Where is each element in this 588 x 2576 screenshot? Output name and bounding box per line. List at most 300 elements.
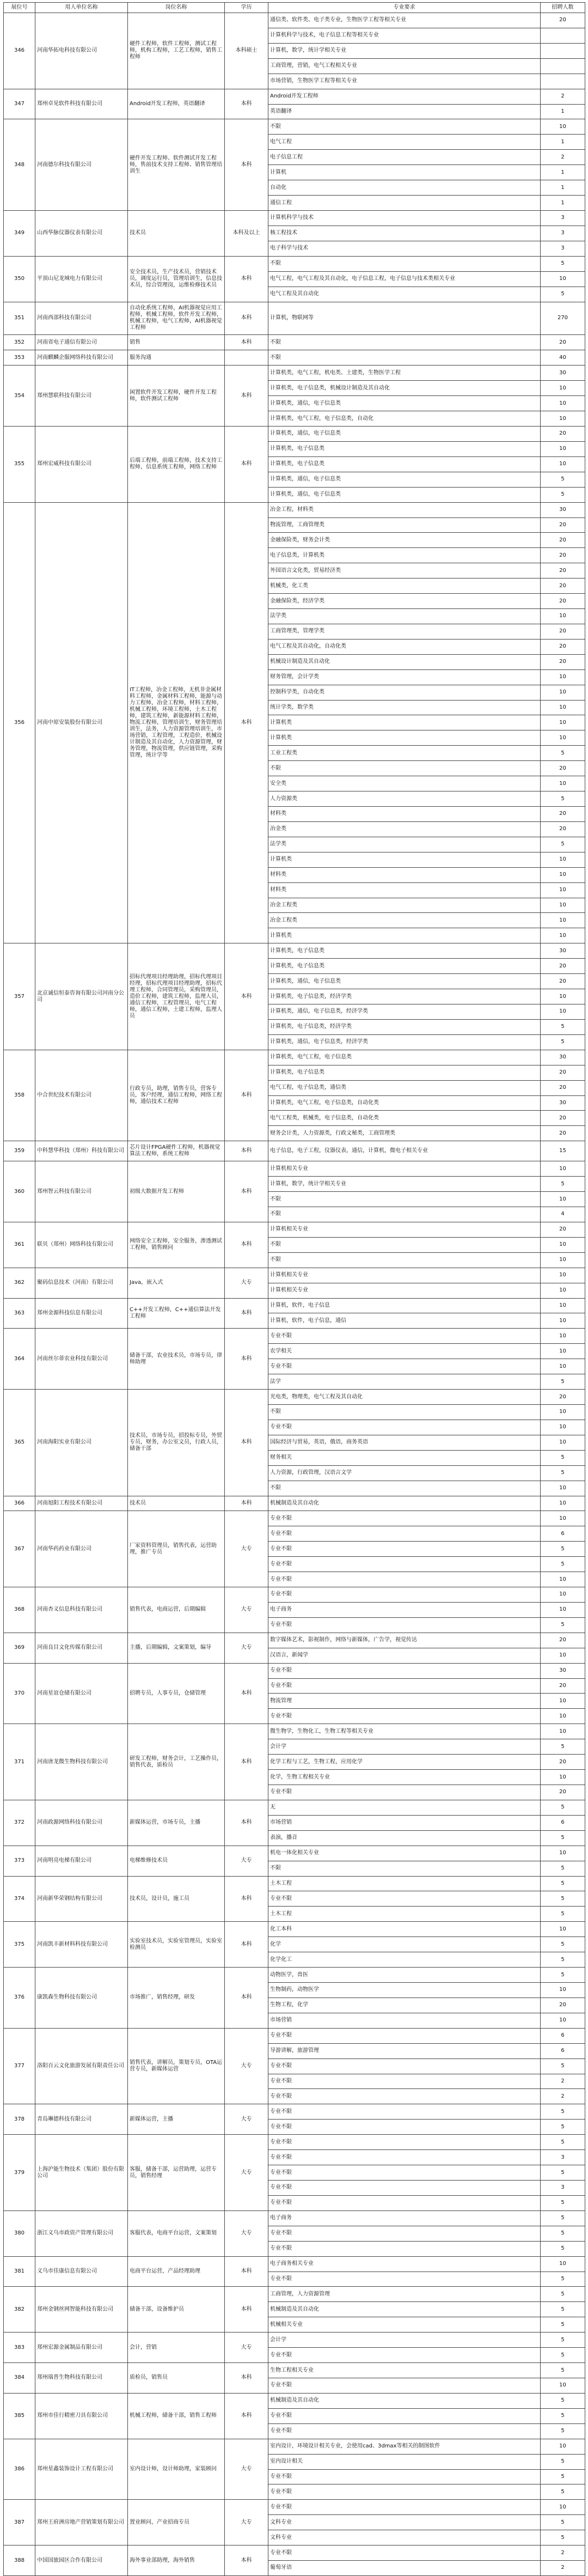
booth-number: 387 (4, 2500, 35, 2545)
education-requirement: 本科 (225, 1390, 268, 1496)
major-requirement: 计算机科学与技术，电子信息工程等相关专业 (268, 28, 541, 43)
table-row (4, 1268, 585, 1283)
education-requirement: 本科 (225, 2363, 268, 2394)
hiring-count: 10 (541, 1511, 585, 1526)
company-name: 郑州智云科技有限公司 (35, 1161, 128, 1222)
major-requirement: 市场营销 (268, 2013, 541, 2028)
hiring-count: 20 (541, 594, 585, 609)
company-name: 郑州市佳行精密刀具有限公司 (35, 2393, 128, 2439)
table-row (4, 426, 585, 441)
booth-number: 377 (4, 2028, 35, 2104)
job-titles: 市场推广，销售经理，研发 (128, 1968, 225, 2029)
column-header: 展位号 (4, 3, 35, 13)
major-requirement: 机电一体化相关专业 (268, 1846, 541, 1861)
table-row (4, 2104, 585, 2120)
hiring-count: 3 (541, 210, 585, 226)
hiring-count: 10 (541, 1237, 585, 1252)
major-requirement: 工商管理，人力资源管理 (268, 2287, 541, 2302)
education-requirement: 本科 (225, 335, 268, 350)
major-requirement: 财务会计类，人力资源类，行政文秘类，工商管理类 (268, 1126, 541, 1141)
company-name: 河南政源网络科技有限公司 (35, 1800, 128, 1846)
hiring-count: 5 (541, 1861, 585, 1876)
hiring-count: 10 (541, 928, 585, 943)
major-requirement: 冶金工程类 (268, 898, 541, 913)
hiring-count: 5 (541, 2348, 585, 2363)
hiring-count: 20 (541, 335, 585, 350)
job-titles: 服务沟通 (128, 350, 225, 366)
major-requirement: 化学工程与工艺，生物工程，应用化学 (268, 1755, 541, 1770)
booth-number: 370 (4, 1663, 35, 1724)
major-requirement: 文科专业 (268, 2530, 541, 2545)
table-row (4, 1161, 585, 1177)
education-requirement: 本科 (225, 1800, 268, 1846)
education-requirement: 大专 (225, 1511, 268, 1587)
hiring-count: 2 (541, 2561, 585, 2576)
major-requirement: 材料类 (268, 882, 541, 898)
major-requirement: 财务相关 (268, 1450, 541, 1465)
major-requirement: 统计学类，数学类 (268, 700, 541, 715)
job-titles: C++开发工程师，C++通信算法开发工程师 (128, 1298, 225, 1329)
major-requirement: 专业不限 (268, 2545, 541, 2561)
job-titles: 销售代表，电商运营，后期编辑 (128, 1587, 225, 1633)
major-requirement: 表演，播音 (268, 1830, 541, 1846)
major-requirement: 专业不限 (268, 1678, 541, 1694)
hiring-count: 5 (541, 2302, 585, 2317)
hiring-count: 10 (541, 1846, 585, 1861)
hiring-count: 10 (541, 1770, 585, 1785)
hiring-count: 5 (541, 1876, 585, 1891)
major-requirement: 电子信息类，计算机类 (268, 548, 541, 563)
hiring-count: 10 (541, 396, 585, 411)
major-requirement: 专业不限 (268, 2226, 541, 2241)
table-row (4, 210, 585, 226)
booth-number: 362 (4, 1268, 35, 1298)
major-requirement: 专业不限 (268, 2028, 541, 2043)
hiring-count: 10 (541, 441, 585, 456)
major-requirement: 专业不限 (268, 1511, 541, 1526)
company-name: 郑州慧联科技有限公司 (35, 366, 128, 427)
column-header: 招聘人数 (541, 3, 585, 13)
major-requirement: 专业不限 (268, 1420, 541, 1435)
table-row (4, 2028, 585, 2043)
company-name: 郑州瑞普生物科技有限公司 (35, 2363, 128, 2394)
major-requirement: 计算机类，电子信息类 (268, 456, 541, 472)
hiring-count: 20 (541, 1080, 585, 1095)
booth-number: 369 (4, 1633, 35, 1663)
job-titles: Java，嵌入式 (128, 1268, 225, 1298)
hiring-count: 5 (541, 2530, 585, 2545)
hiring-count: 5 (541, 1617, 585, 1633)
major-requirement: 专业不限 (268, 2484, 541, 2500)
company-name: 北京诚信恒泰咨询有限公司河南分公司 (35, 943, 128, 1050)
table-row (4, 943, 585, 959)
table-row (4, 2363, 585, 2378)
job-titles: 主播，后期编辑，文案策划，编导 (128, 1633, 225, 1663)
major-requirement: 电气工程及其自动化 (268, 287, 541, 302)
company-name: 联贝（郑州）网络科技有限公司 (35, 1222, 128, 1268)
major-requirement: 专业不限 (268, 2135, 541, 2150)
major-requirement: 不限 (268, 1252, 541, 1268)
hiring-count: 20 (541, 517, 585, 533)
table-row (4, 1298, 585, 1313)
education-requirement: 本科 (225, 2287, 268, 2333)
hiring-count (541, 28, 585, 43)
table-header-row (4, 3, 585, 13)
major-requirement: 安全类 (268, 776, 541, 791)
table-row (4, 2210, 585, 2226)
hiring-count: 10 (541, 867, 585, 882)
job-titles: 研发工程师，财务会计，工艺操作员，销售代表，质检员 (128, 1724, 225, 1800)
education-requirement: 本科 (225, 1876, 268, 1922)
table-row (4, 1587, 585, 1603)
major-requirement: 电气工程及其自动化，自动化类 (268, 639, 541, 654)
hiring-count: 5 (541, 1830, 585, 1846)
major-requirement: 数字媒体艺术，影视制作，网络与新媒体，广告学，视觉传达 (268, 1633, 541, 1648)
hiring-count: 30 (541, 943, 585, 959)
hiring-count: 10 (541, 1602, 585, 1617)
hiring-count: 10 (541, 2256, 585, 2271)
major-requirement: 专业不限 (268, 2241, 541, 2256)
major-requirement: 不限 (268, 1481, 541, 1496)
booth-number: 349 (4, 210, 35, 256)
hiring-count: 10 (541, 411, 585, 427)
major-requirement: 计算机类，电气工程，电子信息类，自动化类 (268, 1095, 541, 1111)
education-requirement: 大专 (225, 1268, 268, 1298)
hiring-count: 5 (541, 1374, 585, 1390)
major-requirement: 计算机类，电气工程，电子信息类 (268, 1050, 541, 1065)
company-name: 河南麒麟企服网络科技有限公司 (35, 350, 128, 366)
job-titles: IT工程师，冶金工程师，无机非金属材料工程师，金属材料工程师，能源与动力工程师，冶金工程师，材料工程师，机械工程师，环境工程师，土木工程师，建筑工程师，新能源材料工程师，物流工程师，管理培训生，财务管理培训生，法务，人力资源管理培训生，市场营销，工程管理，工程造价，机械设计制造及其自动化，人力资源管理，财务管理，物流管理，供应链管理，采购管理，统计学等 (128, 502, 225, 943)
table-row (4, 2393, 585, 2408)
table-row (4, 302, 585, 335)
hiring-count: 5 (541, 2210, 585, 2226)
hiring-count: 5 (541, 1177, 585, 1192)
column-header: 岗位名称 (128, 3, 225, 13)
hiring-count: 5 (541, 2287, 585, 2302)
major-requirement: 冶金工程，材料类 (268, 502, 541, 517)
company-name: 郑州金钢丝网智能科技有限公司 (35, 2287, 128, 2333)
education-requirement: 大专 (225, 2135, 268, 2211)
job-titles: 实验室技术员，实验室管理员，实验室检测员 (128, 1922, 225, 1968)
recruitment-table (3, 2, 585, 2576)
major-requirement: 冶金类 (268, 821, 541, 837)
hiring-count: 30 (541, 1050, 585, 1065)
table-row (4, 366, 585, 381)
major-requirement: 计算机类，电气工程，电子信息类，自动化 (268, 411, 541, 427)
hiring-count: 5 (541, 2423, 585, 2439)
booth-number: 348 (4, 119, 35, 211)
major-requirement: 汉语言，新闻学 (268, 1648, 541, 1663)
company-name: 河南杏义信息科技有限公司 (35, 1587, 128, 1633)
major-requirement: 专业不限 (268, 1526, 541, 1542)
job-titles: 电商平台运营，产品经理助理 (128, 2256, 225, 2287)
hiring-count: 3 (541, 226, 585, 241)
hiring-count: 5 (541, 2195, 585, 2210)
major-requirement: 计算机类，电子信息类 (268, 943, 541, 959)
education-requirement: 本科 (225, 302, 268, 335)
company-name: 郑州宏源金属制品有限公司 (35, 2333, 128, 2363)
job-titles: 自动化系统工程师，AI机器视觉应用工程师，机械工程师，软件开发工程师，机械工程师，电气工程师，AI机器视觉工程师 (128, 302, 225, 335)
hiring-count: 20 (541, 578, 585, 594)
booth-number: 346 (4, 13, 35, 89)
booth-number: 361 (4, 1222, 35, 1268)
education-requirement: 本科 (225, 1222, 268, 1268)
hiring-count: 10 (541, 1161, 585, 1177)
hiring-count: 10 (541, 1329, 585, 1344)
hiring-count: 10 (541, 776, 585, 791)
company-name: 青岛琳德科技有限公司 (35, 2104, 128, 2135)
hiring-count: 5 (541, 1968, 585, 1983)
education-requirement: 大专 (225, 2028, 268, 2104)
booth-number: 386 (4, 2439, 35, 2500)
major-requirement: 机械设计制造及其自动化 (268, 654, 541, 669)
hiring-count: 5 (541, 2104, 585, 2120)
table-row (4, 89, 585, 104)
booth-number: 350 (4, 256, 35, 302)
hiring-count: 20 (541, 533, 585, 548)
hiring-count: 5 (541, 2393, 585, 2408)
company-name: 洛阳百云文化旅游发展有限责任公司 (35, 2028, 128, 2104)
education-requirement (225, 350, 268, 366)
major-requirement: 不限 (268, 1207, 541, 1222)
hiring-count: 5 (541, 1952, 585, 1968)
hiring-count: 10 (541, 1268, 585, 1283)
major-requirement: 生物制药，动物医学 (268, 1983, 541, 1998)
job-titles: 会计，营销 (128, 2333, 225, 2363)
table-row (4, 13, 585, 28)
job-titles: 电梯维修技术员 (128, 1846, 225, 1876)
major-requirement: 工商管理类，管理学类 (268, 624, 541, 639)
major-requirement: 通信工程 (268, 196, 541, 211)
hiring-count: 5 (541, 472, 585, 487)
job-titles: 技术员 (128, 1496, 225, 1511)
major-requirement: 计算机相关专业 (268, 1161, 541, 1177)
major-requirement: 计算机类，电子信息类，经济学类 (268, 1019, 541, 1034)
hiring-count: 10 (541, 1481, 585, 1496)
major-requirement: 专业不限 (268, 1359, 541, 1374)
table-row (4, 1663, 585, 1678)
hiring-count: 10 (541, 1404, 585, 1420)
hiring-count: 10 (541, 913, 585, 928)
major-requirement: 专业不限 (268, 1587, 541, 1603)
major-requirement: 物流管理，工商管理类 (268, 517, 541, 533)
job-titles: 质检员，销售员 (128, 2363, 225, 2394)
major-requirement: 计算机，数学，统计学相关专业 (268, 43, 541, 58)
education-requirement: 本科 (225, 1496, 268, 1511)
hiring-count: 5 (541, 1907, 585, 1922)
booth-number: 376 (4, 1968, 35, 2029)
table-row (4, 1922, 585, 1937)
education-requirement: 大专 (225, 1633, 268, 1663)
major-requirement: 无 (268, 1800, 541, 1815)
booth-number: 360 (4, 1161, 35, 1222)
education-requirement: 本科 (225, 2256, 268, 2287)
table-row (4, 2545, 585, 2561)
booth-number: 358 (4, 1050, 35, 1141)
major-requirement: 电子商务 (268, 2210, 541, 2226)
major-requirement: 电气工程类，机械类，电子信息类，自动化类 (268, 1111, 541, 1126)
hiring-count: 10 (541, 1192, 585, 1207)
hiring-count: 20 (541, 1785, 585, 1800)
hiring-count: 10 (541, 2378, 585, 2393)
major-requirement: 电气工程，电子信息类，通信类 (268, 1080, 541, 1095)
major-requirement: 专业不限 (268, 1891, 541, 1907)
hiring-count: 1 (541, 196, 585, 211)
hiring-count: 5 (541, 1800, 585, 1815)
table-row (4, 1496, 585, 1511)
major-requirement: 财务管理，会计学类 (268, 669, 541, 685)
major-requirement: 不限 (268, 1237, 541, 1252)
major-requirement: 不限 (268, 350, 541, 366)
hiring-count: 20 (541, 1065, 585, 1080)
education-requirement: 本科硕士 (225, 13, 268, 89)
hiring-count: 1 (541, 135, 585, 150)
major-requirement: 专业不限 (268, 1329, 541, 1344)
hiring-count: 10 (541, 852, 585, 867)
hiring-count: 5 (541, 2135, 585, 2150)
major-requirement: 专业不限 (268, 2150, 541, 2165)
hiring-count (541, 74, 585, 89)
booth-number: 385 (4, 2393, 35, 2439)
hiring-count: 15 (541, 1141, 585, 1161)
hiring-count: 270 (541, 302, 585, 335)
education-requirement: 本科 (225, 1724, 268, 1800)
company-name: 平顶山尼龙城电力有限公司 (35, 256, 128, 302)
hiring-count: 5 (541, 2120, 585, 2135)
hiring-count: 10 (541, 1983, 585, 1998)
job-titles: 技术员 (128, 210, 225, 256)
hiring-count: 10 (541, 2439, 585, 2454)
hiring-count: 30 (541, 502, 585, 517)
booth-number: 371 (4, 1724, 35, 1800)
table-row (4, 1633, 585, 1648)
hiring-count: 5 (541, 791, 585, 807)
education-requirement: 本科 (225, 1161, 268, 1222)
booth-number: 365 (4, 1390, 35, 1496)
hiring-count: 20 (541, 654, 585, 669)
company-name: 聚码信息技术（河南）有限公司 (35, 1268, 128, 1298)
booth-number: 367 (4, 1511, 35, 1587)
major-requirement: 法学类 (268, 609, 541, 624)
booth-number: 366 (4, 1496, 35, 1511)
hiring-count: 40 (541, 350, 585, 366)
major-requirement: 计算机类，通信，电子信息类，经济学类 (268, 1034, 541, 1050)
table-row (4, 1800, 585, 1815)
major-requirement: 专业不限 (268, 1709, 541, 1724)
major-requirement: 计算机类，电子信息类 (268, 1065, 541, 1080)
major-requirement: Android开发工程师 (268, 89, 541, 104)
major-requirement: 电子商务相关专业 (268, 2256, 541, 2271)
table-row (4, 1968, 585, 1983)
job-titles: 初级大数据开发工程师 (128, 1161, 225, 1222)
hiring-count: 30 (541, 366, 585, 381)
company-name: 河南省电子通信有限公司 (35, 335, 128, 350)
education-requirement: 本科 (225, 256, 268, 302)
hiring-count: 2 (541, 89, 585, 104)
hiring-count: 5 (541, 487, 585, 502)
table-row (4, 2439, 585, 2454)
major-requirement: 计算机类，通信，电子信息类 (268, 396, 541, 411)
major-requirement: 英语翻译 (268, 104, 541, 119)
education-requirement: 本科 (225, 2393, 268, 2439)
major-requirement: 不限 (268, 1404, 541, 1420)
major-requirement: 专业不限 (268, 1572, 541, 1587)
major-requirement: 计算机，物联网等 (268, 302, 541, 335)
major-requirement: 专业不限 (268, 2408, 541, 2423)
hiring-count: 5 (541, 1557, 585, 1572)
company-name: 河南中原安装股份有限公司 (35, 502, 128, 943)
job-titles: 芯片设计FPGA硬件工程师，机器视觉算法工程师，系统工程师 (128, 1141, 225, 1161)
major-requirement: 专业不限 (268, 1542, 541, 1557)
major-requirement: 市场营销 (268, 1815, 541, 1830)
major-requirement: 机械类，化工类 (268, 578, 541, 594)
booth-number: 379 (4, 2135, 35, 2211)
hiring-count: 20 (541, 13, 585, 28)
major-requirement: 化学 (268, 1937, 541, 1952)
major-requirement: 计算机，软件，电子信息，通信 (268, 1313, 541, 1329)
major-requirement: 电子信息工程 (268, 150, 541, 165)
hiring-count: 10 (541, 1283, 585, 1298)
hiring-count: 20 (541, 761, 585, 776)
hiring-count: 5 (541, 2408, 585, 2423)
hiring-count: 10 (541, 1694, 585, 1709)
major-requirement: 专业不限 (268, 2378, 541, 2393)
hiring-count: 10 (541, 1004, 585, 1020)
hiring-count: 5 (541, 256, 585, 271)
booth-number: 347 (4, 89, 35, 119)
company-name: 中科慧华科技（郑州）科技有限公司 (35, 1141, 128, 1161)
company-name: 浙江义乌市政资产管理有限公司 (35, 2210, 128, 2256)
job-titles: 技术员，设计员，施工员 (128, 1876, 225, 1922)
major-requirement: 专业不限 (268, 2423, 541, 2439)
hiring-count: 20 (541, 624, 585, 639)
hiring-count: 10 (541, 271, 585, 287)
table-row (4, 1724, 585, 1739)
company-name: 郑州卓见软件科技有限公司 (35, 89, 128, 119)
company-name: 河南海阳实业有限公司 (35, 1390, 128, 1496)
hiring-count: 5 (541, 2484, 585, 2500)
major-requirement: 专业不限 (268, 2271, 541, 2287)
major-requirement: 市场营销，生物医学工程等相关专业 (268, 74, 541, 89)
hiring-count: 5 (541, 746, 585, 761)
hiring-count: 2 (541, 2074, 585, 2089)
hiring-count: 10 (541, 1922, 585, 1937)
major-requirement: 导游讲解，旅游管理 (268, 2043, 541, 2059)
major-requirement: 文科专业 (268, 2515, 541, 2530)
major-requirement: 专业不限 (268, 2180, 541, 2195)
company-name: 中国国旅园区合作有限公司 (35, 2545, 128, 2576)
hiring-count: 10 (541, 1648, 585, 1663)
table-row (4, 119, 585, 135)
major-requirement: 计算机类，电子信息类，机械设计制造及其自动化 (268, 381, 541, 396)
hiring-count: 10 (541, 609, 585, 624)
major-requirement: 计算机科学与技术 (268, 210, 541, 226)
hiring-count: 20 (541, 1678, 585, 1694)
major-requirement: 计算机类 (268, 852, 541, 867)
company-name: 郑州宏威科技有限公司 (35, 426, 128, 502)
major-requirement: 冶金工程类 (268, 913, 541, 928)
education-requirement: 本科 (225, 1922, 268, 1968)
booth-number: 351 (4, 302, 35, 335)
major-requirement: 物流管理 (268, 1694, 541, 1709)
major-requirement: 电气工程 (268, 135, 541, 150)
hiring-count: 10 (541, 1298, 585, 1313)
table-row (4, 256, 585, 271)
hiring-count: 20 (541, 807, 585, 822)
company-name: 河南旭阳工程技术有限公司 (35, 1496, 128, 1511)
job-titles: 厂家资料管理员，销售代表，运营助理，推广专员 (128, 1511, 225, 1587)
booth-number: 359 (4, 1141, 35, 1161)
